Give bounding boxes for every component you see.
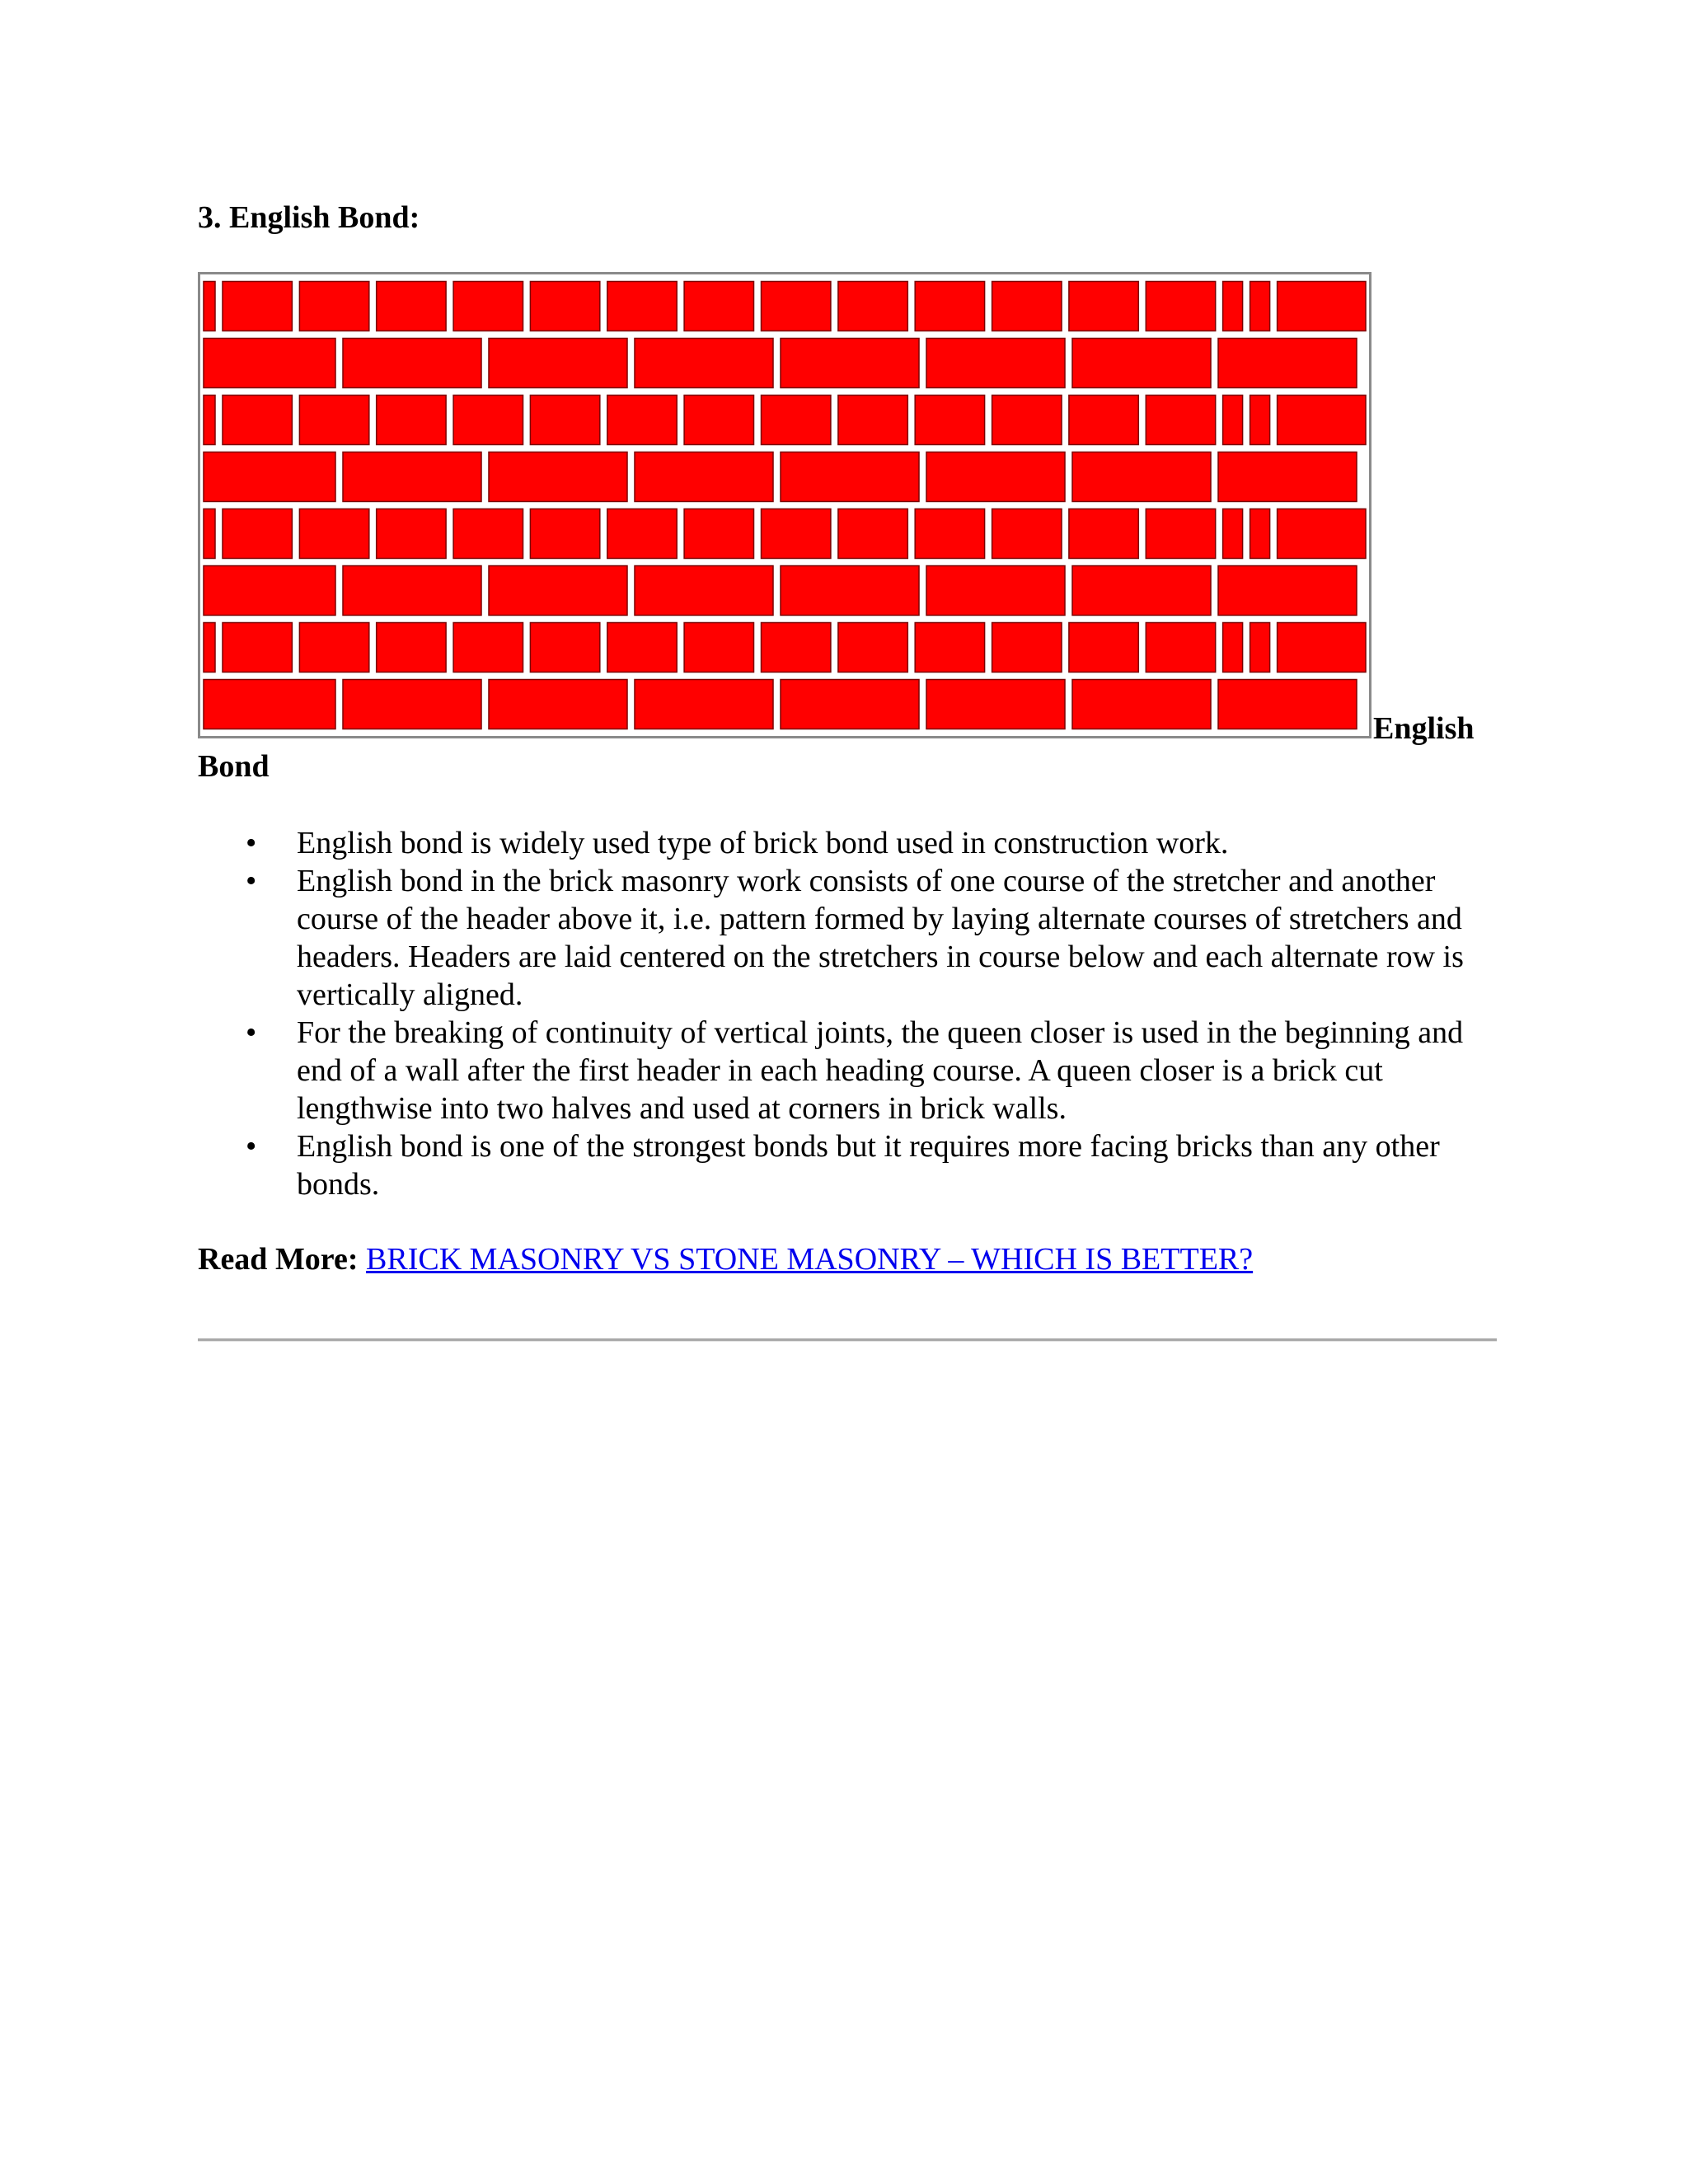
header-brick	[1146, 623, 1215, 673]
stretcher-brick	[926, 339, 1065, 388]
header-brick	[762, 509, 831, 559]
header-brick	[915, 396, 984, 445]
section-heading: 3. English Bond:	[198, 200, 420, 235]
figure-caption-line1: English	[1373, 711, 1475, 746]
header-brick	[299, 509, 368, 559]
header-brick	[684, 282, 753, 331]
read-more-label: Read More:	[198, 1242, 359, 1277]
header-brick	[915, 282, 984, 331]
stretcher-brick	[635, 452, 773, 502]
queen-closer-brick	[1250, 282, 1270, 331]
header-brick	[838, 623, 907, 673]
stretcher-brick	[635, 680, 773, 729]
queen-closer-brick	[1223, 509, 1243, 559]
header-brick	[223, 623, 292, 673]
stretcher-brick	[1072, 339, 1211, 388]
queen-closer-brick	[1223, 396, 1243, 445]
bullet-icon: •	[246, 1015, 257, 1050]
stretcher-brick	[343, 452, 481, 502]
header-brick	[1069, 282, 1138, 331]
bullet-icon: •	[246, 864, 257, 898]
queen-closer-brick	[1250, 623, 1270, 673]
list-item	[198, 1127, 1500, 1203]
read-more-link[interactable]: BRICK MASONRY VS STONE MASONRY – WHICH IS BETTER?	[366, 1242, 1254, 1277]
stretcher-brick	[926, 680, 1065, 729]
stretcher-brick	[489, 566, 627, 616]
header-brick	[530, 396, 599, 445]
list-item	[198, 862, 1500, 1014]
header-brick	[1278, 282, 1366, 331]
header-brick	[1069, 623, 1138, 673]
stretcher-brick	[781, 339, 919, 388]
header-brick	[838, 282, 907, 331]
header-brick	[1146, 509, 1215, 559]
stretcher-brick	[204, 452, 335, 502]
header-brick	[992, 509, 1062, 559]
queen-closer-brick	[1250, 509, 1270, 559]
header-brick	[377, 282, 446, 331]
header-brick	[1146, 282, 1215, 331]
header-brick	[684, 396, 753, 445]
header-brick	[1146, 396, 1215, 445]
stretcher-brick	[781, 680, 919, 729]
header-brick	[1069, 396, 1138, 445]
stretcher-brick	[343, 339, 481, 388]
header-brick	[1278, 623, 1366, 673]
header-brick	[453, 509, 523, 559]
header-brick	[684, 509, 753, 559]
list-item-text: For the breaking of continuity of vertical joints, the queen closer is used in the beginning and end of a wall after the first header in each heading course. A queen closer is a brick cut lengthwise into two halves and used at corners in brick walls.	[297, 1015, 1464, 1126]
stretcher-brick	[1218, 680, 1357, 729]
stretcher-brick	[1218, 339, 1357, 388]
header-brick	[1278, 509, 1366, 559]
stretcher-brick	[635, 339, 773, 388]
stretcher-brick	[204, 566, 335, 616]
header-brick	[223, 282, 292, 331]
header-brick	[204, 509, 215, 559]
header-brick	[838, 396, 907, 445]
queen-closer-brick	[1223, 623, 1243, 673]
stretcher-brick	[781, 566, 919, 616]
stretcher-brick	[204, 680, 335, 729]
list-item-text: English bond in the brick masonry work consists of one course of the stretcher and another course of the header above it, i.e. pattern formed by laying alternate courses of stretchers and headers. Headers are laid centered on the stretchers in course below and each alternate row is vertically aligned.	[297, 864, 1464, 1012]
english-bond-brick-wall	[198, 272, 1372, 738]
stretcher-brick	[343, 566, 481, 616]
stretcher-brick	[1218, 452, 1357, 502]
list-item-text: English bond is one of the strongest bonds but it requires more facing bricks than any other bonds.	[297, 1129, 1440, 1202]
header-brick	[992, 623, 1062, 673]
header-brick	[1278, 396, 1366, 445]
header-brick	[453, 396, 523, 445]
header-brick	[453, 282, 523, 331]
english-bond-figure	[198, 272, 1372, 738]
stretcher-brick	[635, 566, 773, 616]
header-brick	[992, 282, 1062, 331]
header-brick	[838, 509, 907, 559]
stretcher-brick	[1218, 566, 1357, 616]
list-item	[198, 1014, 1500, 1127]
stretcher-brick	[926, 566, 1065, 616]
header-brick	[1069, 509, 1138, 559]
stretcher-brick	[343, 680, 481, 729]
header-brick	[204, 623, 215, 673]
header-brick	[762, 282, 831, 331]
header-brick	[992, 396, 1062, 445]
list-item-text: English bond is widely used type of brick bond used in construction work.	[297, 826, 1229, 860]
header-brick	[915, 509, 984, 559]
stretcher-brick	[489, 452, 627, 502]
stretcher-brick	[926, 452, 1065, 502]
bullet-icon: •	[246, 826, 257, 860]
header-brick	[530, 623, 599, 673]
queen-closer-brick	[1250, 396, 1270, 445]
stretcher-brick	[1072, 452, 1211, 502]
list-item	[198, 824, 1500, 862]
figure-caption-line2: Bond	[198, 749, 270, 784]
header-brick	[453, 623, 523, 673]
horizontal-divider	[198, 1338, 1497, 1342]
header-brick	[299, 396, 368, 445]
header-brick	[223, 396, 292, 445]
header-brick	[762, 396, 831, 445]
header-brick	[299, 623, 368, 673]
header-brick	[762, 623, 831, 673]
stretcher-brick	[489, 680, 627, 729]
header-brick	[915, 623, 984, 673]
header-brick	[204, 282, 215, 331]
stretcher-brick	[781, 452, 919, 502]
header-brick	[607, 282, 677, 331]
header-brick	[377, 623, 446, 673]
header-brick	[299, 282, 368, 331]
header-brick	[607, 396, 677, 445]
header-brick	[684, 623, 753, 673]
bullet-icon: •	[246, 1129, 257, 1164]
header-brick	[530, 282, 599, 331]
bullet-list	[198, 824, 1500, 1203]
header-brick	[377, 509, 446, 559]
stretcher-brick	[1072, 566, 1211, 616]
header-brick	[530, 509, 599, 559]
header-brick	[377, 396, 446, 445]
header-brick	[204, 396, 215, 445]
stretcher-brick	[204, 339, 335, 388]
header-brick	[607, 509, 677, 559]
header-brick	[223, 509, 292, 559]
stretcher-brick	[1072, 680, 1211, 729]
header-brick	[607, 623, 677, 673]
queen-closer-brick	[1223, 282, 1243, 331]
read-more-line	[198, 1238, 1253, 1281]
stretcher-brick	[489, 339, 627, 388]
